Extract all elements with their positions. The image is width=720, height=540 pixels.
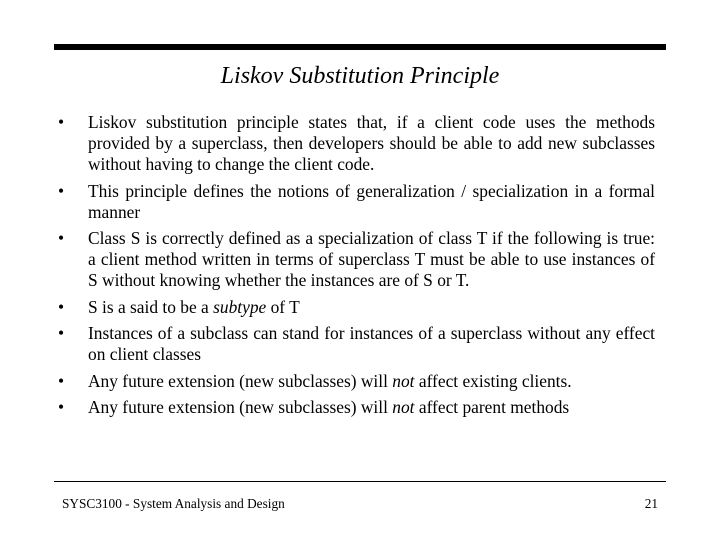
bullet-item — [58, 112, 655, 175]
bullet-dot: • — [58, 180, 65, 201]
bullet-text: S is a said to be a — [88, 296, 214, 317]
bullet-text: Any future extension (new subclasses) will — [88, 397, 393, 417]
bullet-item — [58, 397, 655, 418]
bullet-item — [58, 323, 655, 365]
bullet-emphasis: subtype — [213, 296, 267, 317]
footer-course-title: SYSC3100 - System Analysis and Design — [62, 496, 285, 511]
bullet-dot: • — [58, 370, 65, 391]
bullet-text: affect existing clients. — [414, 370, 572, 391]
bullet-item — [58, 297, 655, 318]
bullet-dot: • — [58, 397, 65, 417]
bullet-dot: • — [58, 228, 65, 248]
bullet-list — [58, 112, 655, 424]
bullet-item — [58, 181, 655, 223]
bullet-dot: • — [58, 323, 65, 343]
bullet-emphasis: not — [392, 370, 415, 391]
bullet-dot: • — [58, 296, 65, 317]
bullet-text: Liskov substitution principle states that, if a client code uses the methods provided by a superclass, then developers should be able to add new subclasses without having to change the client code. — [88, 112, 655, 174]
slide-title: Liskov Substitution Principle — [220, 63, 500, 89]
bullet-item — [58, 371, 655, 392]
title-top-rule — [54, 44, 666, 50]
bullet-dot: • — [58, 112, 65, 132]
footer-rule — [54, 481, 666, 482]
bullet-text: This principle defines the notions of generalization / specialization in a formal manner — [88, 180, 655, 222]
bullet-text: Any future extension (new subclasses) will — [88, 370, 393, 391]
bullet-text: affect parent methods — [414, 397, 570, 417]
footer-page-number: 21 — [644, 496, 658, 511]
bullet-text: Instances of a subclass can stand for instances of a superclass without any effect on client classes — [88, 323, 655, 364]
bullet-text: Class S is correctly defined as a specialization of class T if the following is true: a client method written in terms of superclass T must be able to use instances of S without knowing whether the instances are of S or T. — [88, 228, 655, 290]
bullet-item — [58, 228, 655, 291]
bullet-text: of T — [266, 296, 300, 317]
bullet-emphasis: not — [392, 397, 415, 417]
